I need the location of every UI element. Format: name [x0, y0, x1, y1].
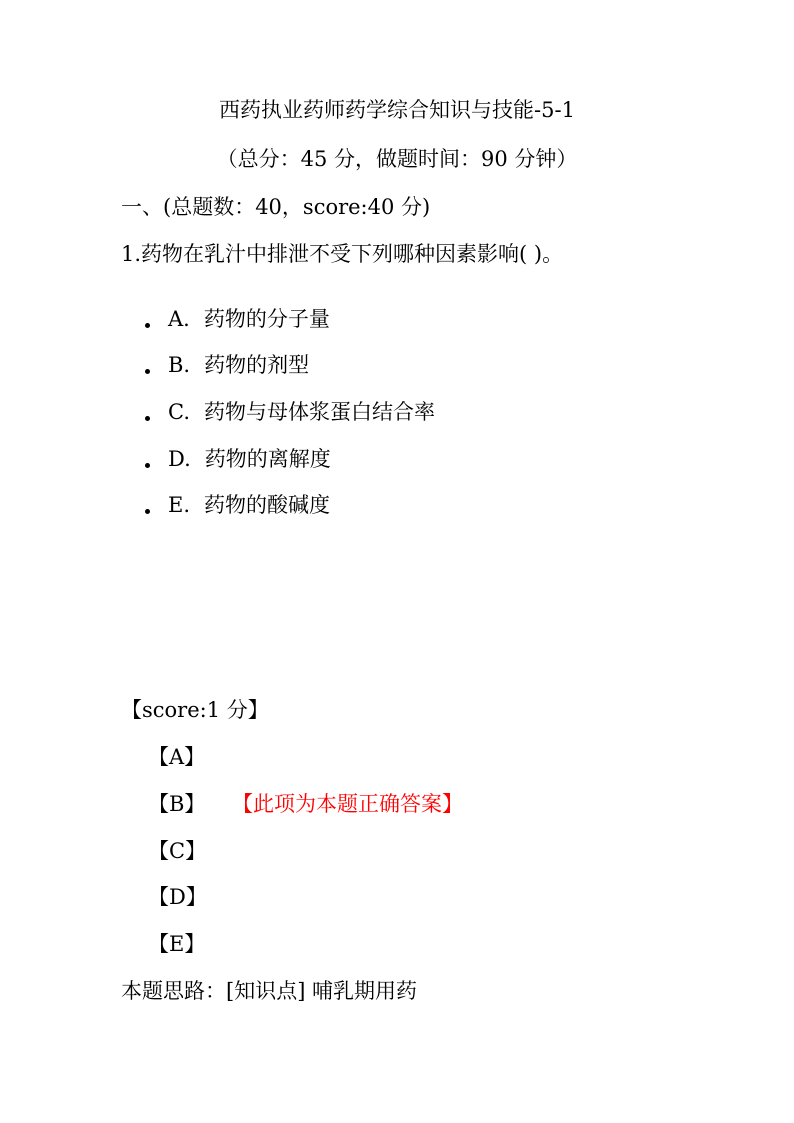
section-heading: 一、(总题数：40，score:40 分) [121, 195, 431, 219]
answer-choice-c: 【C】 [148, 839, 207, 863]
option-label-d: D. 药物的离解度 [168, 447, 331, 471]
bullet-icon [145, 463, 150, 468]
answer-choice-a: 【A】 [148, 745, 206, 769]
option-label-b: B. 药物的剂型 [168, 353, 310, 377]
option-label-a: A. 药物的分子量 [168, 307, 330, 331]
correct-answer-note: 【此项为本题正确答案】 [232, 792, 463, 816]
document-subtitle: （总分：45 分，做题时间：90 分钟） [216, 147, 578, 171]
answer-choice-b: 【B】 [148, 792, 206, 816]
answer-choice-e: 【E】 [148, 932, 206, 956]
bullet-icon [145, 323, 150, 328]
answer-score: 【score:1 分】 [121, 698, 269, 722]
option-label-e: E. 药物的酸碱度 [168, 493, 331, 517]
bullet-icon [145, 416, 150, 421]
answer-rationale: 本题思路：[知识点] 哺乳期用药 [121, 979, 418, 1003]
bullet-icon [145, 509, 150, 514]
document-title: 西药执业药师药学综合知识与技能-5-1 [219, 98, 575, 122]
question-text: 1.药物在乳汁中排泄不受下列哪种因素影响( )。 [121, 242, 564, 266]
option-label-c: C. 药物与母体浆蛋白结合率 [168, 400, 435, 424]
bullet-icon [145, 369, 150, 374]
answer-choice-d: 【D】 [148, 885, 207, 909]
